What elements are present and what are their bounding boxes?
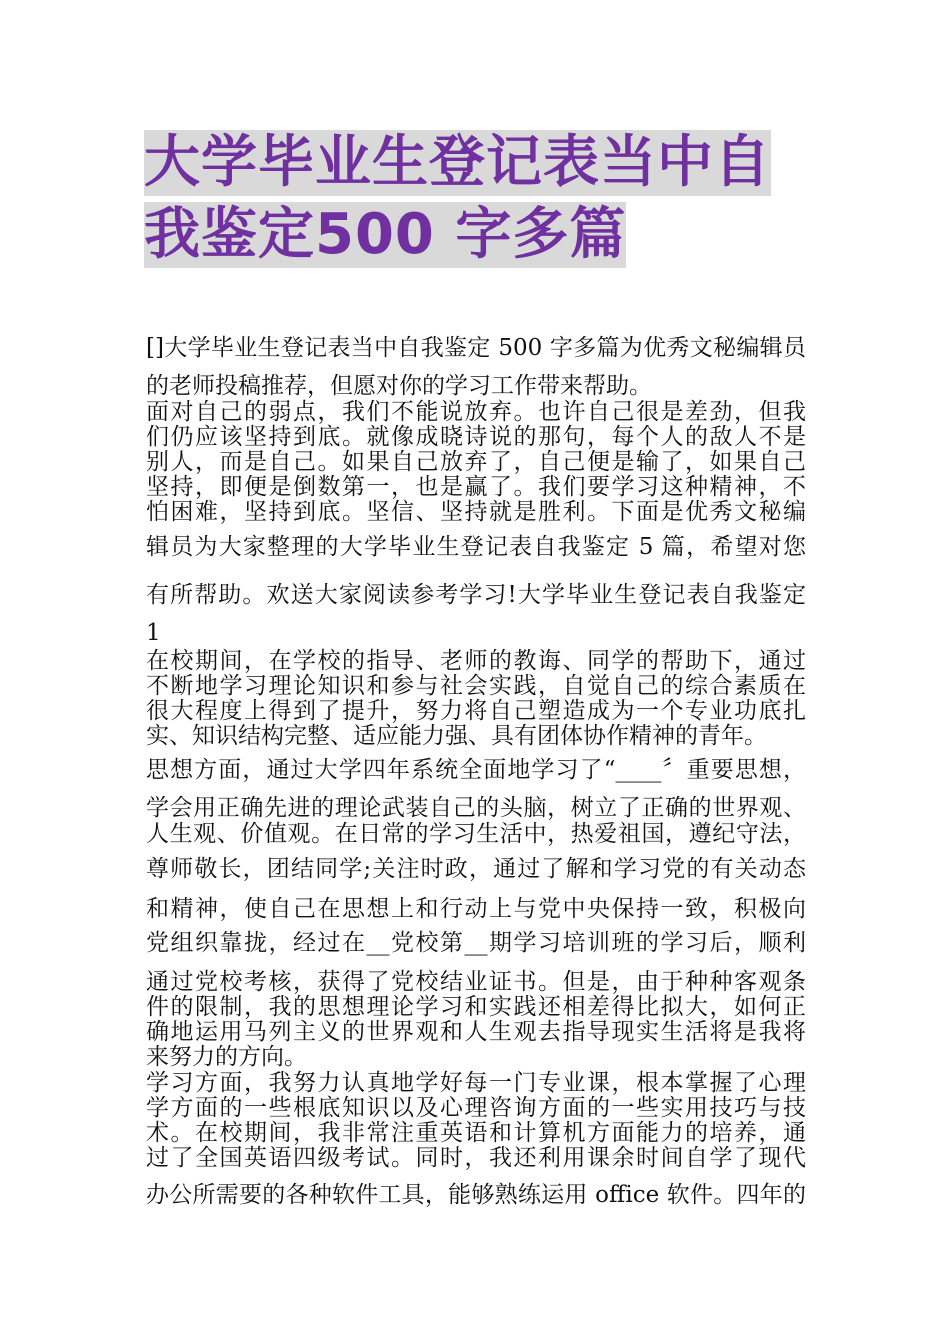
body-line: 术。在校期间，我非常注重英语和计算机方面能力的培养，通 xyxy=(146,1120,806,1146)
body-line: 1 xyxy=(146,620,161,646)
body-line: 通过党校考核，获得了党校结业证书。但是，由于种种客观条 xyxy=(146,969,806,995)
body-line: []大学毕业生登记表当中自我鉴定 500 字多篇为优秀文秘编辑员 xyxy=(146,335,806,361)
body-line: 怕困难，坚持到底。坚信、坚持就是胜利。下面是优秀文秘编 xyxy=(146,499,806,525)
body-line: 不断地学习理论知识和参与社会实践，自觉自己的综合素质在 xyxy=(146,673,806,699)
body-line: 的老师投稿推荐，但愿对你的学习工作带来帮助。 xyxy=(146,373,652,399)
body-line: 很大程度上得到了提升，努力将自己塑造成为一个专业功底扎 xyxy=(146,698,806,724)
body-line: 面对自己的弱点，我们不能说放弃。也许自己很是差劲，但我 xyxy=(146,399,806,425)
body-line: 确地运用马列主义的世界观和人生观去指导现实生活将是我将 xyxy=(146,1019,806,1045)
body-line: 思想方面，通过大学四年系统全面地学习了“____〞重要思想， xyxy=(146,757,806,783)
body-line: 党组织靠拢，经过在__党校第__期学习培训班的学习后，顺利 xyxy=(146,930,806,956)
body-line: 和精神，使自己在思想上和行动上与党中央保持一致，积极向 xyxy=(146,896,806,922)
document-title xyxy=(144,130,824,274)
body-line: 实、知识结构完整、适应能力强、具有团体协作精神的青年。 xyxy=(146,723,767,749)
body-line: 学方面的一些根底知识以及心理咨询方面的一些实用技巧与技 xyxy=(146,1095,806,1121)
body-line: 尊师敬长，团结同学;关注时政，通过了解和学习党的有关动态 xyxy=(146,856,806,882)
body-line: 件的限制，我的思想理论学习和实践还相差得比拟大，如何正 xyxy=(146,994,806,1020)
body-line: 人生观、价值观。在日常的学习生活中，热爱祖国，遵纪守法， xyxy=(146,821,806,847)
body-line: 学习方面，我努力认真地学好每一门专业课，根本掌握了心理 xyxy=(146,1070,806,1096)
body-line: 别人，而是自己。如果自己放弃了，自己便是输了，如果自己 xyxy=(146,449,806,475)
body-line: 过了全国英语四级考试。同时，我还利用课余时间自学了现代 xyxy=(146,1145,806,1171)
body-line: 有所帮助。欢送大家阅读参考学习!大学毕业生登记表自我鉴定 xyxy=(146,582,806,608)
body-line: 在校期间，在学校的指导、老师的教诲、同学的帮助下，通过 xyxy=(146,648,806,674)
body-line: 学会用正确先进的理论武装自己的头脑，树立了正确的世界观、 xyxy=(146,795,806,821)
body-line: 来努力的方向。 xyxy=(146,1044,307,1070)
body-line: 办公所需要的各种软件工具，能够熟练运用 office 软件。四年的 xyxy=(146,1182,806,1208)
title-line-2: 我鉴定500 字多篇 xyxy=(144,202,627,267)
title-line-1: 大学毕业生登记表当中自 xyxy=(144,130,771,195)
body-line: 坚持，即便是倒数第一，也是赢了。我们要学习这种精神，不 xyxy=(146,474,806,500)
body-line: 们仍应该坚持到底。就像成晓诗说的那句，每个人的敌人不是 xyxy=(146,424,806,450)
body-line: 辑员为大家整理的大学毕业生登记表自我鉴定 5 篇，希望对您 xyxy=(146,534,806,560)
